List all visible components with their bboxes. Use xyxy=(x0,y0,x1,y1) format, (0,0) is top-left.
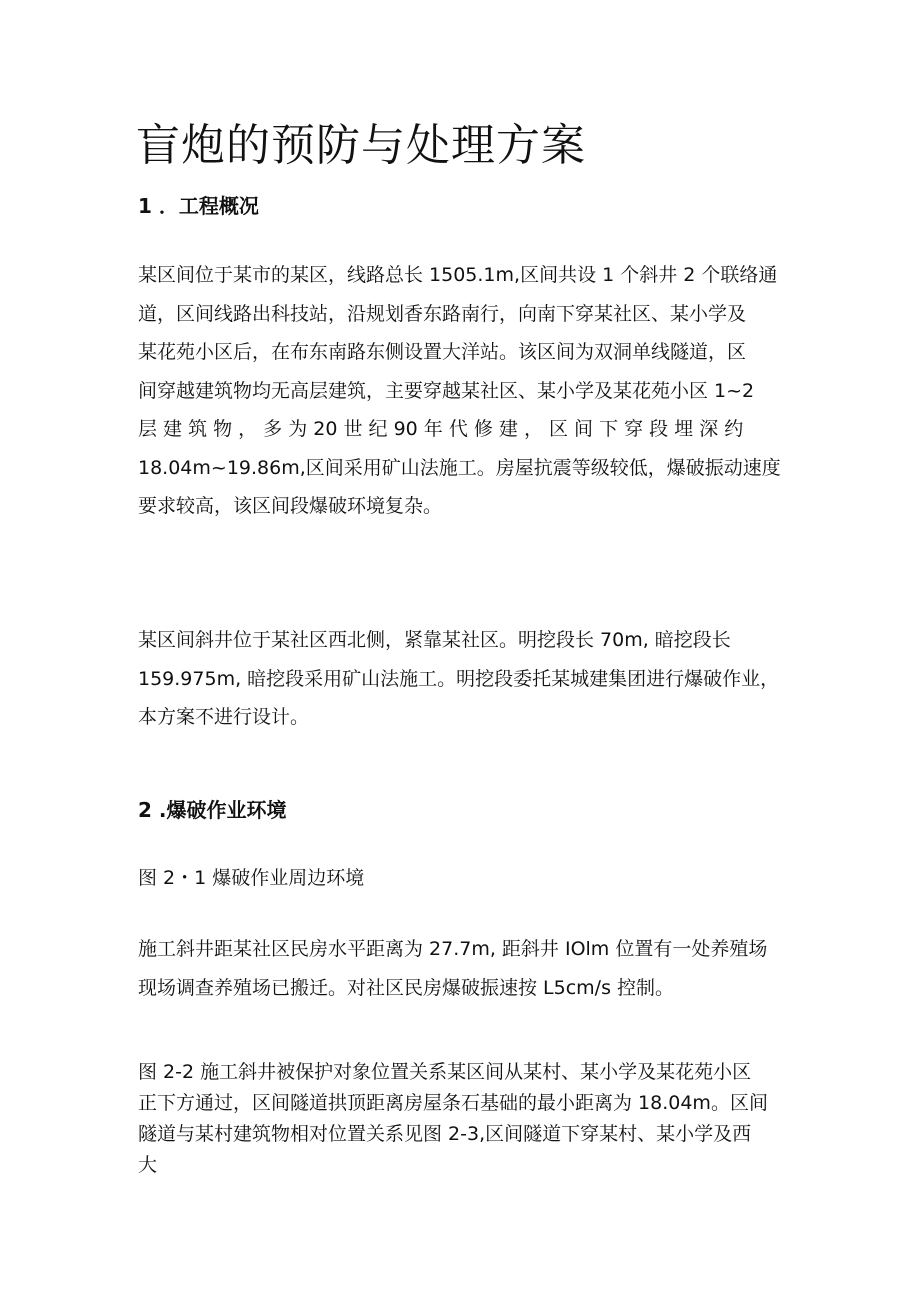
paragraph-line: 某花苑小区后，在布东南路东侧设置大洋站。该区间为双洞单线隧道，区 xyxy=(138,341,747,363)
paragraph-line: 正下方通过，区间隧道拱顶距离房屋条石基础的最小距离为 18.04m。区间 xyxy=(138,1092,768,1114)
paragraph-protected-objects xyxy=(138,1057,788,1181)
section-heading-blasting-environment: 2 .爆破作业环境 xyxy=(138,798,287,822)
figure-caption: 图 2・1 爆破作业周边环境 xyxy=(138,867,365,889)
paragraph-line: 层 建 筑 物 ， 多 为 20 世 纪 90 年 代 修 建 ， 区 间 下 穿 段 埋 深 约 xyxy=(138,418,744,440)
paragraph-distance xyxy=(138,930,788,1007)
paragraph-line: 159.975m, 暗挖段采用矿山法施工。明挖段委托某城建集团进行爆破作业， xyxy=(138,667,780,690)
paragraph-inclined-shaft xyxy=(138,621,788,737)
paragraph-line: 现场调查养殖场已搬迁。对社区民房爆破振速按 L5cm∕s 控制。 xyxy=(138,976,675,999)
paragraph-line: 道，区间线路出科技站，沿规划香东路南行，向南下穿某社区、某小学及 xyxy=(138,302,747,325)
paragraph-line: 大 xyxy=(138,1154,158,1176)
paragraph-line: 图 2-2 施工斜井被保护对象位置关系某区间从某村、某小学及某花苑小区 xyxy=(138,1061,752,1083)
paragraph-line: 隧道与某村建筑物相对位置关系见图 2-3,区间隧道下穿某村、某小学及西 xyxy=(138,1123,752,1145)
paragraph-line: 18.04m~19.86m,区间采用矿山法施工。房屋抗震等级较低，爆破振动速度 xyxy=(138,456,781,479)
paragraph-line: 某区间位于某市的某区，线路总长 1505.1m,区间共设 1 个斜井 2 个联络通 xyxy=(138,264,778,286)
section-heading-overview: 1 ．工程概况 xyxy=(138,194,259,218)
paragraph-line: 某区间斜井位于某社区西北侧，紧靠某社区。明挖段长 70m, 暗挖段长 xyxy=(138,629,731,651)
paragraph-line: 施工斜井距某社区民房水平距离为 27.7m, 距斜井 IOlm 位置有一处养殖场 xyxy=(138,938,768,960)
paragraph-line: 要求较高，该区间段爆破环境复杂。 xyxy=(138,495,443,517)
paragraph-project-overview xyxy=(138,256,788,526)
paragraph-line: 本方案不进行设计。 xyxy=(138,706,310,728)
paragraph-line: 间穿越建筑物均无高层建筑，主要穿越某社区、某小学及某花苑小区 1~2 xyxy=(138,379,755,402)
document-title: 盲炮的预防与处理方案 xyxy=(136,120,586,171)
